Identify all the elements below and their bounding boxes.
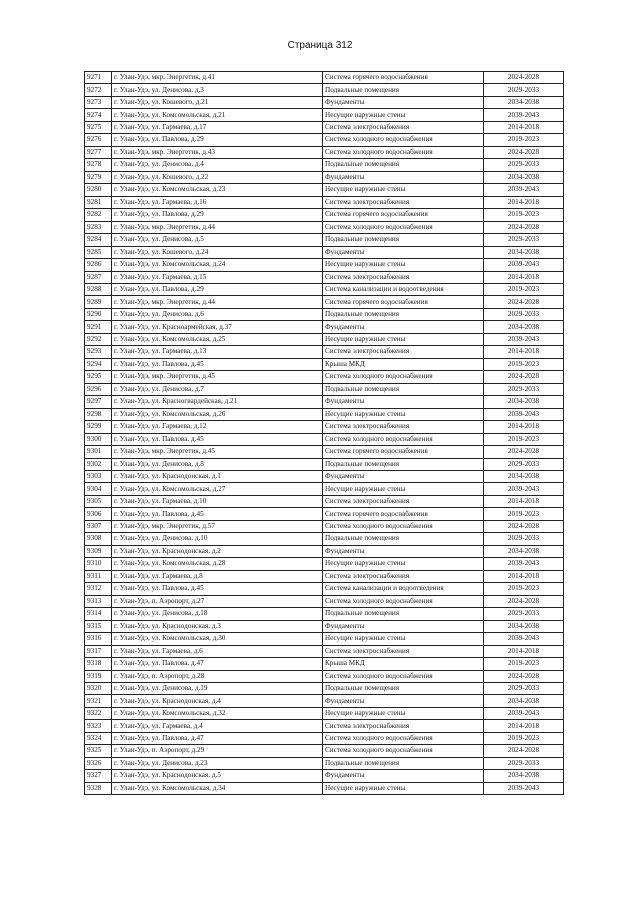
building-system-cell: Система холодного водоснабжения [323, 371, 484, 383]
row-number-cell: 9271 [85, 72, 112, 84]
repair-period-cell: 2024-2028 [484, 745, 564, 757]
building-system-cell: Крыша МКД [323, 658, 484, 670]
repair-period-cell: 2034-2038 [484, 770, 564, 782]
building-system-cell: Система горячего водоснабжения [323, 209, 484, 221]
address-cell: г. Улан-Удэ, ул. Павлова, д.45 [112, 583, 323, 595]
repair-period-cell: 2039-2043 [484, 333, 564, 345]
table-row [85, 72, 564, 84]
building-system-cell: Подвальные помещения [323, 458, 484, 470]
address-cell: г. Улан-Удэ, ул. Краснодонская, д.4 [112, 695, 323, 707]
row-number-cell: 9327 [85, 770, 112, 782]
row-number-cell: 9298 [85, 408, 112, 420]
repair-period-cell: 2019-2023 [484, 583, 564, 595]
repair-period-cell: 2019-2023 [484, 358, 564, 370]
address-cell: г. Улан-Удэ, ул. Павлова, д.45 [112, 433, 323, 445]
building-system-cell: Система холодного водоснабжения [323, 670, 484, 682]
address-cell: г. Улан-Удэ, ул. Комсомольская, д.23 [112, 184, 323, 196]
table-row [85, 259, 564, 271]
address-cell: г. Улан-Удэ, ул. Павлова, д.45 [112, 508, 323, 520]
table-row [85, 209, 564, 221]
repair-period-cell: 2024-2028 [484, 146, 564, 158]
table-row [85, 658, 564, 670]
row-number-cell: 9296 [85, 383, 112, 395]
repair-period-cell: 2039-2043 [484, 782, 564, 794]
repair-period-cell: 2014-2018 [484, 196, 564, 208]
building-system-cell: Подвальные помещения [323, 84, 484, 96]
repair-period-cell: 2039-2043 [484, 483, 564, 495]
repair-period-cell: 2034-2038 [484, 695, 564, 707]
registry-table-body [85, 72, 564, 795]
address-cell: г. Улан-Удэ, ул. Денисова, д.5 [112, 234, 323, 246]
row-number-cell: 9295 [85, 371, 112, 383]
address-cell: г. Улан-Удэ, ул. Денисова, д.10 [112, 533, 323, 545]
row-number-cell: 9283 [85, 221, 112, 233]
row-number-cell: 9303 [85, 471, 112, 483]
address-cell: г. Улан-Удэ, ул. Комсомольская, д.28 [112, 558, 323, 570]
row-number-cell: 9288 [85, 283, 112, 295]
repair-period-cell: 2034-2038 [484, 96, 564, 108]
building-system-cell: Система электроснабжения [323, 196, 484, 208]
address-cell: г. Улан-Удэ, ул. Гармаева, д.8 [112, 570, 323, 582]
repair-period-cell: 2024-2028 [484, 595, 564, 607]
repair-period-cell: 2014-2018 [484, 121, 564, 133]
repair-period-cell: 2029-2033 [484, 84, 564, 96]
table-row [85, 558, 564, 570]
building-system-cell: Фундаменты [323, 96, 484, 108]
building-system-cell: Система электроснабжения [323, 271, 484, 283]
address-cell: г. Улан-Удэ, ул. Денисова, д.18 [112, 608, 323, 620]
table-row [85, 246, 564, 258]
address-cell: г. Улан-Удэ, ул. Комсомольская, д.32 [112, 707, 323, 719]
building-system-cell: Несущие наружные стены [323, 333, 484, 345]
building-system-cell: Система холодного водоснабжения [323, 732, 484, 744]
building-system-cell: Система электроснабжения [323, 421, 484, 433]
building-system-cell: Фундаменты [323, 620, 484, 632]
table-row [85, 271, 564, 283]
row-number-cell: 9291 [85, 321, 112, 333]
row-number-cell: 9278 [85, 159, 112, 171]
repair-period-cell: 2029-2033 [484, 308, 564, 320]
address-cell: г. Улан-Удэ, ул. Денисова, д.23 [112, 757, 323, 769]
repair-period-cell: 2019-2023 [484, 658, 564, 670]
building-system-cell: Фундаменты [323, 396, 484, 408]
building-system-cell: Подвальные помещения [323, 159, 484, 171]
row-number-cell: 9279 [85, 171, 112, 183]
building-system-cell: Фундаменты [323, 545, 484, 557]
row-number-cell: 9308 [85, 533, 112, 545]
table-row [85, 495, 564, 507]
building-system-cell: Фундаменты [323, 321, 484, 333]
row-number-cell: 9320 [85, 682, 112, 694]
building-system-cell: Система горячего водоснабжения [323, 446, 484, 458]
table-row [85, 283, 564, 295]
address-cell: г. Улан-Удэ, ул. Краснодонская, д.1 [112, 471, 323, 483]
row-number-cell: 9310 [85, 558, 112, 570]
address-cell: г. Улан-Удэ, ул. Кошевого, д.24 [112, 246, 323, 258]
address-cell: г. Улан-Удэ, ул. Денисова, д.3 [112, 84, 323, 96]
table-row [85, 782, 564, 794]
table-row [85, 196, 564, 208]
row-number-cell: 9315 [85, 620, 112, 632]
repair-period-cell: 2039-2043 [484, 184, 564, 196]
row-number-cell: 9289 [85, 296, 112, 308]
building-system-cell: Подвальные помещения [323, 682, 484, 694]
building-system-cell: Подвальные помещения [323, 608, 484, 620]
building-system-cell: Несущие наружные стены [323, 782, 484, 794]
table-row [85, 383, 564, 395]
repair-period-cell: 2029-2033 [484, 682, 564, 694]
building-system-cell: Система электроснабжения [323, 720, 484, 732]
building-system-cell: Несущие наружные стены [323, 184, 484, 196]
repair-period-cell: 2019-2023 [484, 732, 564, 744]
address-cell: г. Улан-Удэ, ул. Гармаева, д.16 [112, 196, 323, 208]
repair-period-cell: 2014-2018 [484, 346, 564, 358]
row-number-cell: 9326 [85, 757, 112, 769]
address-cell: г. Улан-Удэ, ул. Гармаева, д.13 [112, 346, 323, 358]
table-row [85, 234, 564, 246]
row-number-cell: 9301 [85, 446, 112, 458]
repair-period-cell: 2019-2023 [484, 508, 564, 520]
building-system-cell: Система электроснабжения [323, 570, 484, 582]
table-row [85, 371, 564, 383]
table-row [85, 109, 564, 121]
building-system-cell: Несущие наружные стены [323, 633, 484, 645]
address-cell: г. Улан-Удэ, ул. Павлова, д.29 [112, 209, 323, 221]
row-number-cell: 9294 [85, 358, 112, 370]
building-system-cell: Фундаменты [323, 171, 484, 183]
repair-period-cell: 2029-2033 [484, 608, 564, 620]
row-number-cell: 9313 [85, 595, 112, 607]
table-row [85, 84, 564, 96]
table-row [85, 96, 564, 108]
repair-period-cell: 2024-2028 [484, 446, 564, 458]
address-cell: г. Улан-Удэ, мкр. Энергетик, д.57 [112, 520, 323, 532]
building-system-cell: Несущие наружные стены [323, 558, 484, 570]
address-cell: г. Улан-Удэ, ул. Комсомольская, д.25 [112, 333, 323, 345]
repair-period-cell: 2039-2043 [484, 109, 564, 121]
building-system-cell: Несущие наружные стены [323, 707, 484, 719]
building-system-cell: Система канализации и водоотведения [323, 283, 484, 295]
row-number-cell: 9314 [85, 608, 112, 620]
address-cell: г. Улан-Удэ, ул. Павлова, д.29 [112, 134, 323, 146]
table-row [85, 508, 564, 520]
building-system-cell: Несущие наружные стены [323, 259, 484, 271]
address-cell: г. Улан-Удэ, ул. Денисова, д.8 [112, 458, 323, 470]
address-cell: г. Улан-Удэ, ул. Денисова, д.19 [112, 682, 323, 694]
row-number-cell: 9272 [85, 84, 112, 96]
address-cell: г. Улан-Удэ, ул. Павлова, д.29 [112, 283, 323, 295]
address-cell: г. Улан-Удэ, ул. Гармаева, д.15 [112, 271, 323, 283]
repair-period-cell: 2019-2023 [484, 433, 564, 445]
row-number-cell: 9317 [85, 645, 112, 657]
repair-period-cell: 2019-2023 [484, 209, 564, 221]
table-row [85, 745, 564, 757]
repair-period-cell: 2039-2043 [484, 558, 564, 570]
table-row [85, 570, 564, 582]
table-row [85, 757, 564, 769]
address-cell: г. Улан-Удэ, ул. Гармаева, д.6 [112, 645, 323, 657]
row-number-cell: 9297 [85, 396, 112, 408]
building-system-cell: Система электроснабжения [323, 121, 484, 133]
building-system-cell: Система холодного водоснабжения [323, 520, 484, 532]
building-system-cell: Система холодного водоснабжения [323, 433, 484, 445]
building-system-cell: Фундаменты [323, 246, 484, 258]
building-system-cell: Система канализации и водоотведения [323, 583, 484, 595]
row-number-cell: 9323 [85, 720, 112, 732]
repair-period-cell: 2034-2038 [484, 471, 564, 483]
building-system-cell: Несущие наружные стены [323, 408, 484, 420]
row-number-cell: 9300 [85, 433, 112, 445]
table-row [85, 471, 564, 483]
repair-period-cell: 2039-2043 [484, 259, 564, 271]
repair-period-cell: 2014-2018 [484, 421, 564, 433]
table-row [85, 583, 564, 595]
row-number-cell: 9281 [85, 196, 112, 208]
repair-period-cell: 2034-2038 [484, 246, 564, 258]
table-row [85, 520, 564, 532]
row-number-cell: 9273 [85, 96, 112, 108]
building-system-cell: Система горячего водоснабжения [323, 508, 484, 520]
page-title: Страница 312 [287, 40, 353, 51]
row-number-cell: 9299 [85, 421, 112, 433]
table-row [85, 358, 564, 370]
address-cell: г. Улан-Удэ, п. Аэропорт, д.28 [112, 670, 323, 682]
row-number-cell: 9274 [85, 109, 112, 121]
building-system-cell: Система холодного водоснабжения [323, 146, 484, 158]
table-row [85, 620, 564, 632]
address-cell: г. Улан-Удэ, мкр. Энергетик, д.45 [112, 371, 323, 383]
row-number-cell: 9311 [85, 570, 112, 582]
repair-period-cell: 2029-2033 [484, 458, 564, 470]
row-number-cell: 9324 [85, 732, 112, 744]
repair-period-cell: 2029-2033 [484, 533, 564, 545]
address-cell: г. Улан-Удэ, ул. Краснодонская, д.3 [112, 620, 323, 632]
table-row [85, 608, 564, 620]
repair-period-cell: 2024-2028 [484, 221, 564, 233]
repair-period-cell: 2039-2043 [484, 408, 564, 420]
table-row [85, 670, 564, 682]
row-number-cell: 9328 [85, 782, 112, 794]
repair-period-cell: 2014-2018 [484, 495, 564, 507]
building-system-cell: Несущие наружные стены [323, 483, 484, 495]
address-cell: г. Улан-Удэ, ул. Гармаева, д.10 [112, 495, 323, 507]
row-number-cell: 9316 [85, 633, 112, 645]
building-system-cell: Крыша МКД [323, 358, 484, 370]
address-cell: г. Улан-Удэ, ул. Комсомольская, д.34 [112, 782, 323, 794]
address-cell: г. Улан-Удэ, ул. Комсомольская, д.21 [112, 109, 323, 121]
row-number-cell: 9322 [85, 707, 112, 719]
row-number-cell: 9290 [85, 308, 112, 320]
address-cell: г. Улан-Удэ, ул. Кошевого, д.21 [112, 96, 323, 108]
row-number-cell: 9282 [85, 209, 112, 221]
building-system-cell: Система горячего водоснабжения [323, 296, 484, 308]
repair-period-cell: 2029-2033 [484, 159, 564, 171]
address-cell: г. Улан-Удэ, ул. Комсомольская, д.30 [112, 633, 323, 645]
building-system-cell: Система электроснабжения [323, 495, 484, 507]
building-system-cell: Подвальные помещения [323, 234, 484, 246]
row-number-cell: 9321 [85, 695, 112, 707]
table-row [85, 707, 564, 719]
table-row [85, 171, 564, 183]
table-row [85, 421, 564, 433]
row-number-cell: 9285 [85, 246, 112, 258]
building-system-cell: Подвальные помещения [323, 383, 484, 395]
table-row [85, 346, 564, 358]
row-number-cell: 9277 [85, 146, 112, 158]
address-cell: г. Улан-Удэ, ул. Комсомольская, д.26 [112, 408, 323, 420]
repair-period-cell: 2034-2038 [484, 171, 564, 183]
row-number-cell: 9284 [85, 234, 112, 246]
row-number-cell: 9305 [85, 495, 112, 507]
repair-period-cell: 2019-2023 [484, 134, 564, 146]
repair-period-cell: 2034-2038 [484, 321, 564, 333]
registry-table [84, 71, 564, 795]
table-row [85, 533, 564, 545]
address-cell: г. Улан-Удэ, ул. Комсомольская, д.27 [112, 483, 323, 495]
address-cell: г. Улан-Удэ, ул. Денисова, д.6 [112, 308, 323, 320]
building-system-cell: Система холодного водоснабжения [323, 595, 484, 607]
repair-period-cell: 2014-2018 [484, 645, 564, 657]
table-row [85, 446, 564, 458]
table-row [85, 134, 564, 146]
row-number-cell: 9325 [85, 745, 112, 757]
building-system-cell: Система горячего водоснабжения [323, 72, 484, 84]
table-row [85, 321, 564, 333]
repair-period-cell: 2019-2023 [484, 283, 564, 295]
table-row [85, 159, 564, 171]
row-number-cell: 9292 [85, 333, 112, 345]
table-row [85, 121, 564, 133]
row-number-cell: 9276 [85, 134, 112, 146]
address-cell: г. Улан-Удэ, мкр. Энергетик, д.45 [112, 446, 323, 458]
table-row [85, 433, 564, 445]
address-cell: г. Улан-Удэ, п. Аэропорт, д.27 [112, 595, 323, 607]
address-cell: г. Улан-Удэ, ул. Комсомольская, д.24 [112, 259, 323, 271]
table-row [85, 296, 564, 308]
row-number-cell: 9306 [85, 508, 112, 520]
table-row [85, 458, 564, 470]
repair-period-cell: 2014-2018 [484, 271, 564, 283]
table-row [85, 308, 564, 320]
building-system-cell: Фундаменты [323, 770, 484, 782]
row-number-cell: 9302 [85, 458, 112, 470]
table-row [85, 695, 564, 707]
address-cell: г. Улан-Удэ, мкр. Энергетик, д.43 [112, 146, 323, 158]
address-cell: г. Улан-Удэ, ул. Кошевого, д.22 [112, 171, 323, 183]
table-row [85, 408, 564, 420]
building-system-cell: Система холодного водоснабжения [323, 745, 484, 757]
address-cell: г. Улан-Удэ, п. Аэропорт, д.29 [112, 745, 323, 757]
repair-period-cell: 2029-2033 [484, 757, 564, 769]
table-row [85, 333, 564, 345]
repair-period-cell: 2034-2038 [484, 620, 564, 632]
address-cell: г. Улан-Удэ, мкр. Энергетик, д.44 [112, 221, 323, 233]
table-row [85, 146, 564, 158]
address-cell: г. Улан-Удэ, ул. Гармаева, д.12 [112, 421, 323, 433]
address-cell: г. Улан-Удэ, мкр. Энергетик, д.41 [112, 72, 323, 84]
address-cell: г. Улан-Удэ, ул. Павлова, д.47 [112, 658, 323, 670]
row-number-cell: 9280 [85, 184, 112, 196]
table-row [85, 770, 564, 782]
repair-period-cell: 2024-2028 [484, 520, 564, 532]
table-row [85, 645, 564, 657]
address-cell: г. Улан-Удэ, ул. Павлова, д.47 [112, 732, 323, 744]
address-cell: г. Улан-Удэ, ул. Краснодонская, д.5 [112, 770, 323, 782]
row-number-cell: 9275 [85, 121, 112, 133]
repair-period-cell: 2034-2038 [484, 396, 564, 408]
building-system-cell: Система электроснабжения [323, 645, 484, 657]
address-cell: г. Улан-Удэ, мкр. Энергетик, д.44 [112, 296, 323, 308]
repair-period-cell: 2029-2033 [484, 383, 564, 395]
repair-period-cell: 2029-2033 [484, 234, 564, 246]
building-system-cell: Подвальные помещения [323, 757, 484, 769]
repair-period-cell: 2014-2018 [484, 720, 564, 732]
building-system-cell: Система холодного водоснабжения [323, 134, 484, 146]
row-number-cell: 9309 [85, 545, 112, 557]
address-cell: г. Улан-Удэ, ул. Гармаева, д.17 [112, 121, 323, 133]
row-number-cell: 9286 [85, 259, 112, 271]
table-row [85, 545, 564, 557]
building-system-cell: Фундаменты [323, 471, 484, 483]
building-system-cell: Подвальные помещения [323, 533, 484, 545]
row-number-cell: 9287 [85, 271, 112, 283]
address-cell: г. Улан-Удэ, ул. Красноармейская, д.37 [112, 321, 323, 333]
row-number-cell: 9293 [85, 346, 112, 358]
repair-period-cell: 2014-2018 [484, 570, 564, 582]
repair-period-cell: 2024-2028 [484, 670, 564, 682]
table-row [85, 221, 564, 233]
address-cell: г. Улан-Удэ, ул. Краснодонская, д.2 [112, 545, 323, 557]
row-number-cell: 9307 [85, 520, 112, 532]
table-row [85, 483, 564, 495]
table-row [85, 396, 564, 408]
address-cell: г. Улан-Удэ, ул. Гармаева, д.4 [112, 720, 323, 732]
repair-period-cell: 2024-2028 [484, 296, 564, 308]
address-cell: г. Улан-Удэ, ул. Павлова, д.45 [112, 358, 323, 370]
repair-period-cell: 2034-2038 [484, 545, 564, 557]
table-row [85, 184, 564, 196]
table-row [85, 595, 564, 607]
row-number-cell: 9304 [85, 483, 112, 495]
table-row [85, 682, 564, 694]
repair-period-cell: 2039-2043 [484, 633, 564, 645]
row-number-cell: 9319 [85, 670, 112, 682]
row-number-cell: 9312 [85, 583, 112, 595]
address-cell: г. Улан-Удэ, ул. Денисова, д.7 [112, 383, 323, 395]
address-cell: г. Улан-Удэ, ул. Красногвардейская, д.21 [112, 396, 323, 408]
table-row [85, 720, 564, 732]
building-system-cell: Система холодного водоснабжения [323, 221, 484, 233]
building-system-cell: Система электроснабжения [323, 346, 484, 358]
table-row [85, 732, 564, 744]
repair-period-cell: 2024-2028 [484, 371, 564, 383]
address-cell: г. Улан-Удэ, ул. Денисова, д.4 [112, 159, 323, 171]
building-system-cell: Фундаменты [323, 695, 484, 707]
repair-period-cell: 2024-2028 [484, 72, 564, 84]
repair-period-cell: 2039-2043 [484, 707, 564, 719]
row-number-cell: 9318 [85, 658, 112, 670]
building-system-cell: Подвальные помещения [323, 308, 484, 320]
table-row [85, 633, 564, 645]
building-system-cell: Несущие наружные стены [323, 109, 484, 121]
